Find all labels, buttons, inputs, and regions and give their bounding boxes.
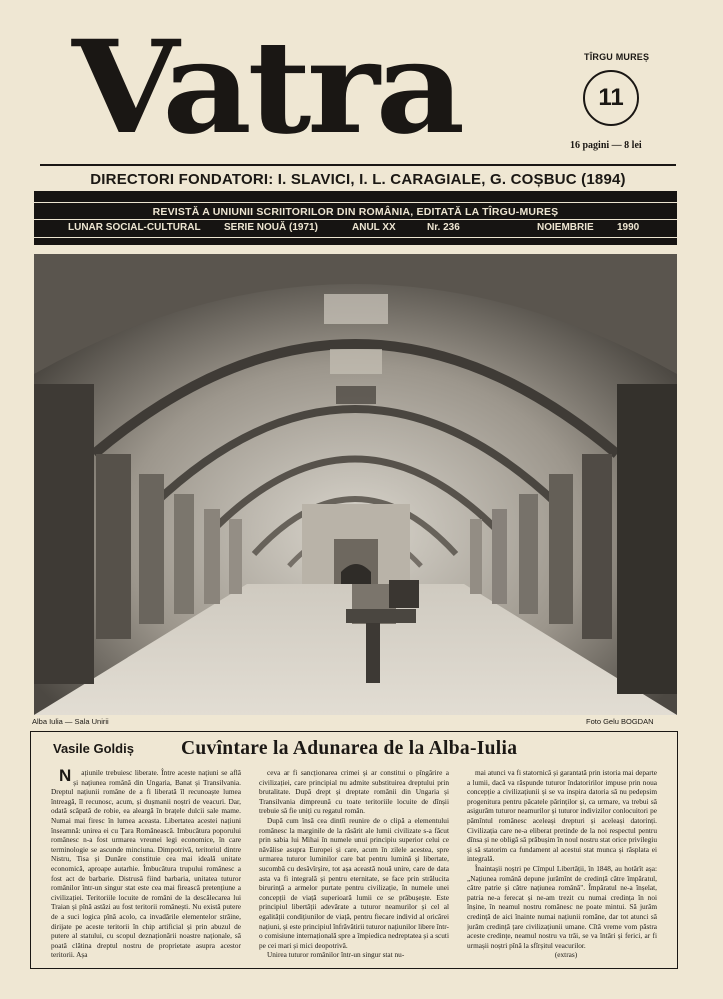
city-label: TÎRGU MUREȘ	[584, 52, 650, 62]
publication-band	[34, 191, 677, 245]
band-rule-middle	[34, 219, 677, 220]
pages-price: 16 pagini — 8 lei	[570, 140, 642, 151]
column-3-paragraph-1: mai atunci va fi statornică și garantată prin istoria mai departe a lumii, dacă va răspunde tuturor îndatoririlor impuse prin noua concepție a civilizațiunii și se va inspira datoria să nu pedepsim progenitura pentru păcatele părinților și, ca urmare, va trebui să asigurăm tuturor neamurilor și tuturor indivizilor conlocuitori pe pămîntul românesc aceleași drepturi și aceleași datorinți. Civilizația care ne-a eliberat pretinde de la noi respectul pentru dînsa și ne obligă să prăbușim în noul nostru stat orice privilegiu și să statorim ca fundament al acestui stat munca și răsplata ei integrală.	[467, 768, 657, 864]
article-columns	[51, 768, 657, 964]
year-volume: ANUL XX	[352, 222, 396, 233]
column-3-paragraph-2: Înaintașii noștri pe Cîmpul Libertății, în 1848, au hotărît așa: „Națiunea română depune jurămînt de credință către împăratul, către patrie și către națiunea română". Împăratul ne-a înșelat, patria ne-a ferecat și ne-am trezit cu numai credința în noi înșine, în neamul nostru românesc ne poate mintui. Să jurăm credință de aici înainte numai națiunii române, dar tot atunci să jurăm credință țare civilizațiunii umane. Cîtă vreme vom păstra aceste credințe, neamul nostru va trăi, se va întări și ferici, ar fi urmașii noștri pînă la sfîrșitul veacurilor.	[467, 863, 657, 950]
column-2-paragraph-3: Unirea tuturor românilor într-un singur stat nu-	[267, 950, 405, 960]
article-column-1	[51, 768, 241, 964]
photo-credit: Foto Gelu BOGDAN	[586, 717, 654, 726]
month: NOIEMBRIE	[537, 222, 594, 233]
article-box	[30, 731, 678, 969]
masthead	[72, 13, 552, 163]
publication-year: 1990	[617, 222, 640, 233]
issue-number-badge: 11	[583, 70, 639, 126]
series: SERIE NOUĂ (1971)	[224, 222, 318, 233]
publication-subtitle: REVISTĂ A UNIUNII SCRIITORILOR DIN ROMÂNIA, EDITATĂ LA TÎRGU-MUREȘ	[152, 206, 559, 218]
vatra-logo: Vatra	[72, 13, 461, 163]
hall-photo	[34, 254, 677, 715]
column-2-paragraph-1: ceva ar fi sancționarea crimei și ar constitui o pîngărire a civilizației, care principial nu admite substituirea dreptului prin brutalitate. După drept și dreptate românii din Ungaria și Transilvania dimpreună cu toate teritoriile locuite de dînșii trebuie să fie uniți cu regatul român.	[259, 768, 449, 816]
band-rule-bottom	[34, 237, 677, 238]
article-author: Vasile Goldiș	[53, 741, 134, 756]
band-rule-top	[34, 202, 677, 203]
union-hall-image	[34, 254, 677, 715]
excerpt-note: (extras)	[554, 950, 578, 960]
founders-line: DIRECTORI FONDATORI: I. SLAVICI, I. L. CARAGIALE, G. COȘBUC (1894)	[90, 171, 626, 188]
photo-caption: Alba Iulia — Sala Unirii	[32, 717, 109, 726]
column-1-text: ațiunile trebuiesc liberate. Între aceste națiuni se află și națiunea română din Ungaria, Banat și Transilvania. Dreptul națiunii române de a fi liberată îl recunoaște lumea întreagă, îl recunosc, acum, și dușmanii noștri de veacuri. Dar, odată scăpată de robie, ea aleargă în brațele dulcii sale mame. Numai mai firesc în lumea aceasta. Libertatea acestei națiuni înseamnă: unirea ei cu Țara Românească. Imbucătura poporului românesc n-a fost urmarea vreunei legi economice, în care terminologie se ascunde minciuna. Dimpotrivă, teritoriul dintre Nistru, Tisa și Dunăre constituie cea mai ideală unitate economică, aproape autarhie. Îmbucătura trupului românesc a fost act de barbarie. Distrusă fiind barbaria, unitatea tuturor românilor într-un singur stat este cea mai firească pretențiune a civilizației. Teritoriile locuite de români de la descălecarea lui Traian și pînă astăzi au fost teritorii românești. Nu există putere de a suci logica pînă acolo, ca invadările elementelor străine, dirijate pe aceste teritorii în chip artificial și prin abuzul de putere al statului, cu scopul deznaționării noastre naționale, să poată clătina dreptul nostru de proprietate asupra acestor teritorii. Așa	[51, 768, 241, 960]
article-title: Cuvîntare la Adunarea de la Alba-Iulia	[181, 738, 518, 759]
article-column-2	[259, 768, 449, 964]
periodicity: LUNAR SOCIAL-CULTURAL	[68, 222, 201, 233]
issue-nr: Nr. 236	[427, 222, 460, 233]
publication-details	[34, 222, 677, 234]
column-2-paragraph-2: După cum însă cea dintîi reunire de o clipă a elementului românesc la marginile de la răsărit ale lumii civilizate s-a făcut prin sabia lui Mihai în numele unui principiu superior celui ce năvălise asupra Europei și care, acum în zilele acestea, spre urmarea tuturor luminilor care bat pentru lumină și libertate, sucombă cu desăvîrșire, tot așa această nouă unire, care de data asta va fi integrală și pentru eternitate, se face prin strălucita birurință a armelor purtate pentru civilizație, în numele unei concepții de viață superioară lumii ce se prăbușește. Este principiul libertății adevărate a tuturor neamurilor și cel al egalității condițiunilor de viață, pentru fiecare individ al oricărei națiuni, și este principiul înfrăvătirii tuturor națiunilor libere într-o comisiune internațională spre a împiedica nedreptatea și a scuti pe cei mari și mici deopotrivă.	[259, 815, 449, 950]
masthead-rule	[40, 164, 676, 166]
drop-cap: N	[59, 768, 72, 785]
article-column-3	[467, 768, 657, 964]
